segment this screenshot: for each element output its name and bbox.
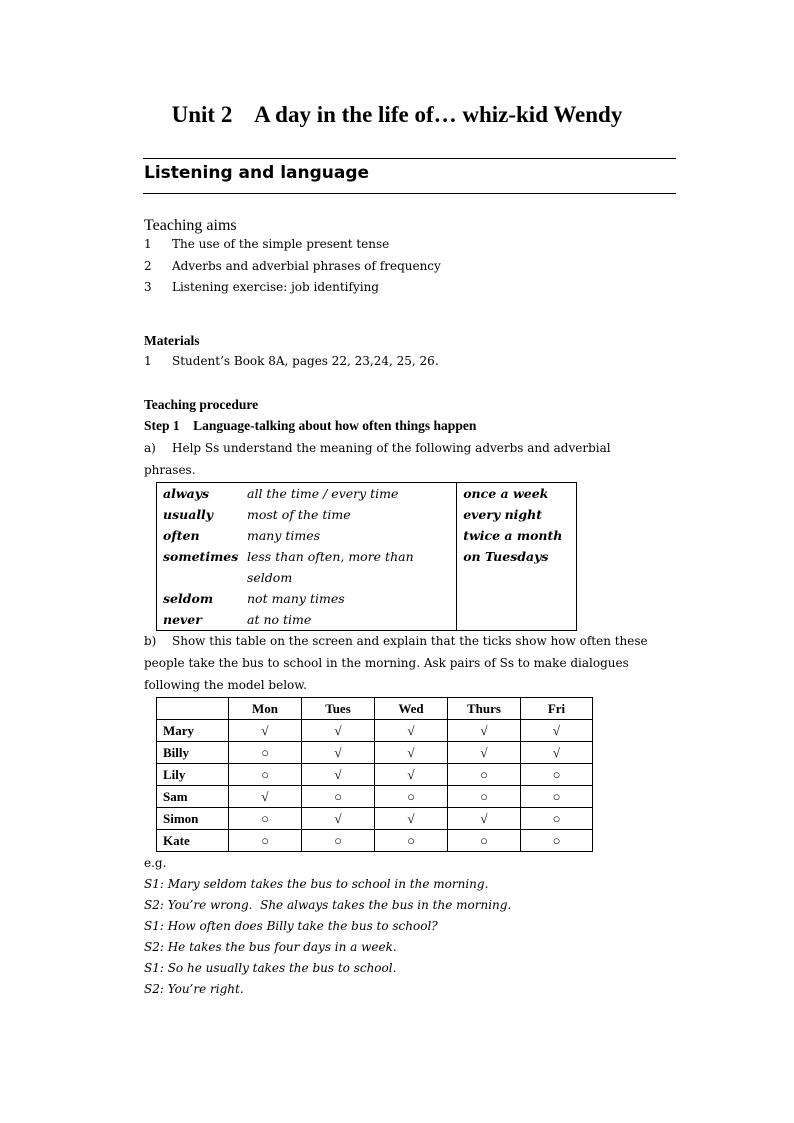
step-a-text: Help Ss understand the meaning of the following adverbs and adverbial phrases. — [144, 441, 611, 477]
step-a-paragraph — [144, 437, 664, 481]
adverb-word: sometimes — [163, 549, 239, 564]
person-name: Kate — [157, 830, 229, 852]
adverb-word: usually — [163, 507, 214, 522]
bus-table-header — [157, 698, 593, 720]
day-mark: √ — [229, 786, 302, 808]
day-mark: ○ — [302, 830, 375, 852]
aim-item — [144, 237, 389, 251]
adverbial-phrase: every night — [463, 507, 543, 522]
day-mark: √ — [302, 742, 375, 764]
adverb-word: often — [163, 528, 200, 543]
day-mark: ○ — [521, 830, 593, 852]
step-a-label: a) — [144, 441, 156, 455]
dialogue-line: S2: You’re wrong. She always takes the bus in the morning. — [144, 898, 512, 912]
step-b-text: Show this table on the screen and explain that the ticks show how often these people take the bus to school in the morning. Ask pairs of Ss to make dialogues following the model below. — [144, 634, 648, 692]
adverb-meaning: less than often, more than seldom — [247, 549, 414, 585]
example-label: e.g. — [144, 856, 167, 870]
adverbial-phrase: twice a month — [463, 528, 563, 543]
section-bottom-rule — [143, 193, 676, 194]
header-cell: Fri — [521, 698, 593, 720]
dialogue-line: S1: So he usually takes the bus to school. — [144, 961, 397, 975]
day-mark: √ — [375, 720, 448, 742]
day-mark: ○ — [448, 786, 521, 808]
material-item — [144, 354, 439, 368]
day-mark: ○ — [375, 830, 448, 852]
person-name: Mary — [157, 720, 229, 742]
day-mark: ○ — [302, 786, 375, 808]
day-mark: ○ — [229, 830, 302, 852]
dialogue-line: S1: Mary seldom takes the bus to school in the morning. — [144, 877, 489, 891]
page-title: Unit 2 A day in the life of… whiz-kid Wendy — [171, 102, 623, 127]
adverb-table — [156, 482, 577, 631]
aims-heading: Teaching aims — [144, 217, 237, 234]
day-mark: ○ — [229, 742, 302, 764]
day-mark: ○ — [521, 786, 593, 808]
day-mark: ○ — [521, 808, 593, 830]
procedure-heading: Teaching procedure — [144, 397, 259, 412]
person-name: Simon — [157, 808, 229, 830]
day-mark: √ — [302, 764, 375, 786]
day-mark: √ — [521, 742, 593, 764]
day-mark: √ — [448, 742, 521, 764]
materials-heading: Materials — [144, 333, 200, 348]
day-mark: ○ — [521, 764, 593, 786]
aim-text: Listening exercise: job identifying — [172, 280, 379, 294]
header-cell: Tues — [302, 698, 375, 720]
day-mark: √ — [375, 764, 448, 786]
day-mark: √ — [448, 808, 521, 830]
adverb-word: always — [163, 486, 210, 501]
day-mark: √ — [521, 720, 593, 742]
header-cell: Thurs — [448, 698, 521, 720]
day-mark: ○ — [448, 830, 521, 852]
adverb-meaning: at no time — [247, 612, 312, 627]
adverbial-phrase: once a week — [463, 486, 549, 501]
adverb-word: never — [163, 612, 202, 627]
day-mark: √ — [302, 720, 375, 742]
day-mark: √ — [302, 808, 375, 830]
adverb-meaning: many times — [247, 528, 321, 543]
day-mark: ○ — [229, 808, 302, 830]
day-mark: √ — [448, 720, 521, 742]
step-b-paragraph — [144, 630, 664, 696]
header-cell: Mon — [229, 698, 302, 720]
aim-item — [144, 259, 441, 273]
step-1-heading: Step 1 Language-talking about how often things happen — [144, 418, 477, 433]
table-row — [157, 808, 593, 830]
material-number: 1 — [144, 354, 152, 368]
adverb-meaning: most of the time — [247, 507, 351, 522]
day-mark: √ — [375, 808, 448, 830]
section-top-rule — [143, 158, 676, 159]
adverb-meaning: all the time / every time — [247, 486, 399, 501]
adverb-word: seldom — [163, 591, 214, 606]
table-row — [157, 720, 593, 742]
bus-schedule-table — [156, 697, 593, 852]
dialogue-line: S2: You’re right. — [144, 982, 244, 996]
aim-number: 3 — [144, 280, 152, 294]
aim-item — [144, 280, 379, 294]
person-name: Sam — [157, 786, 229, 808]
aim-number: 1 — [144, 237, 152, 251]
dialogue-line: S1: How often does Billy take the bus to school? — [144, 919, 438, 933]
day-mark: √ — [229, 720, 302, 742]
dialogue-line: S2: He takes the bus four days in a week. — [144, 940, 397, 954]
header-cell: Wed — [375, 698, 448, 720]
adverbial-phrase: on Tuesdays — [463, 549, 549, 564]
material-text: Student’s Book 8A, pages 22, 23,24, 25, 26. — [172, 354, 439, 368]
aim-text: Adverbs and adverbial phrases of frequency — [172, 259, 441, 273]
table-row — [157, 742, 593, 764]
aim-text: The use of the simple present tense — [172, 237, 390, 251]
table-row — [157, 830, 593, 852]
day-mark: √ — [375, 742, 448, 764]
person-name: Lily — [157, 764, 229, 786]
person-name: Billy — [157, 742, 229, 764]
adverb-meaning: not many times — [247, 591, 345, 606]
day-mark: ○ — [229, 764, 302, 786]
header-cell — [157, 698, 229, 720]
aim-number: 2 — [144, 259, 152, 273]
table-row — [157, 764, 593, 786]
section-heading: Listening and language — [144, 163, 370, 183]
day-mark: ○ — [375, 786, 448, 808]
day-mark: ○ — [448, 764, 521, 786]
step-b-label: b) — [144, 634, 157, 648]
table-row — [157, 786, 593, 808]
